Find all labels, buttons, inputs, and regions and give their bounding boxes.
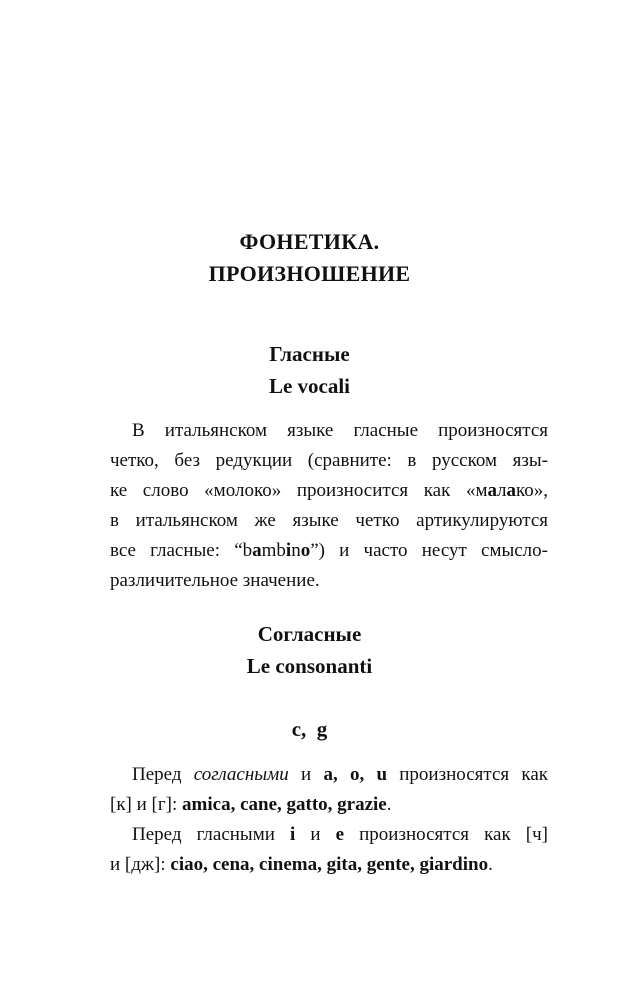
paragraph-line xyxy=(110,479,548,503)
text: ке слово «молоко» произносится как «м xyxy=(110,480,488,501)
paragraph-line xyxy=(132,763,548,787)
text: n xyxy=(291,540,301,561)
bold-text: e xyxy=(335,824,345,845)
paragraph-line xyxy=(110,539,548,563)
text: Перед гласными xyxy=(132,824,290,845)
section-heading-consonants-ru: Согласные xyxy=(257,622,362,646)
section-heading-consonants-it: Le consonanti xyxy=(246,654,373,678)
text: . xyxy=(386,794,392,815)
paragraph-line: четко, без редукции (сравните: в русском язы- xyxy=(110,450,548,471)
page-title-line-2: ПРОИЗНОШЕНИЕ xyxy=(208,261,411,286)
bold-text: ciao, cena, cinema, gita, gente, giardino xyxy=(170,854,489,875)
text: л xyxy=(496,480,507,501)
text: произносятся как xyxy=(387,764,548,785)
text: и xyxy=(295,824,336,845)
paragraph-line xyxy=(110,853,548,877)
text: ко», xyxy=(515,480,548,501)
italic-text: согласными xyxy=(193,764,289,785)
text: и xyxy=(288,764,324,785)
paragraph-line xyxy=(132,823,548,847)
bold-text: i xyxy=(289,824,296,845)
bold-text: i xyxy=(285,540,292,561)
subheading-letters: c, g xyxy=(291,717,328,741)
bold-text: а xyxy=(487,480,497,501)
bold-text: а xyxy=(506,480,516,501)
paragraph-line xyxy=(110,793,548,817)
text: все гласные: “b xyxy=(110,540,253,561)
paragraph-line: В итальянском языке гласные произносятся xyxy=(132,420,548,441)
text: и [дж]: xyxy=(110,854,171,875)
text: Перед xyxy=(132,764,194,785)
bold-text: a xyxy=(252,540,262,561)
text: [к] и [г]: xyxy=(110,794,183,815)
bold-text: a, o, u xyxy=(323,764,388,785)
text: произносятся как [ч] xyxy=(344,824,548,845)
section-heading-vowels-ru: Гласные xyxy=(269,342,350,366)
page-title-line-1: ФОНЕТИКА. xyxy=(239,229,380,254)
text: mb xyxy=(261,540,286,561)
text: . xyxy=(488,854,493,875)
text: ”) и часто несут смысло- xyxy=(310,540,548,561)
bold-text: o xyxy=(300,540,311,561)
section-heading-vowels-it: Le vocali xyxy=(268,374,351,398)
paragraph-line: в итальянском же языке четко артикулируются xyxy=(110,510,548,531)
paragraph-line: различительное значение. xyxy=(110,570,320,591)
bold-text: amica, cane, gatto, grazie xyxy=(182,794,387,815)
